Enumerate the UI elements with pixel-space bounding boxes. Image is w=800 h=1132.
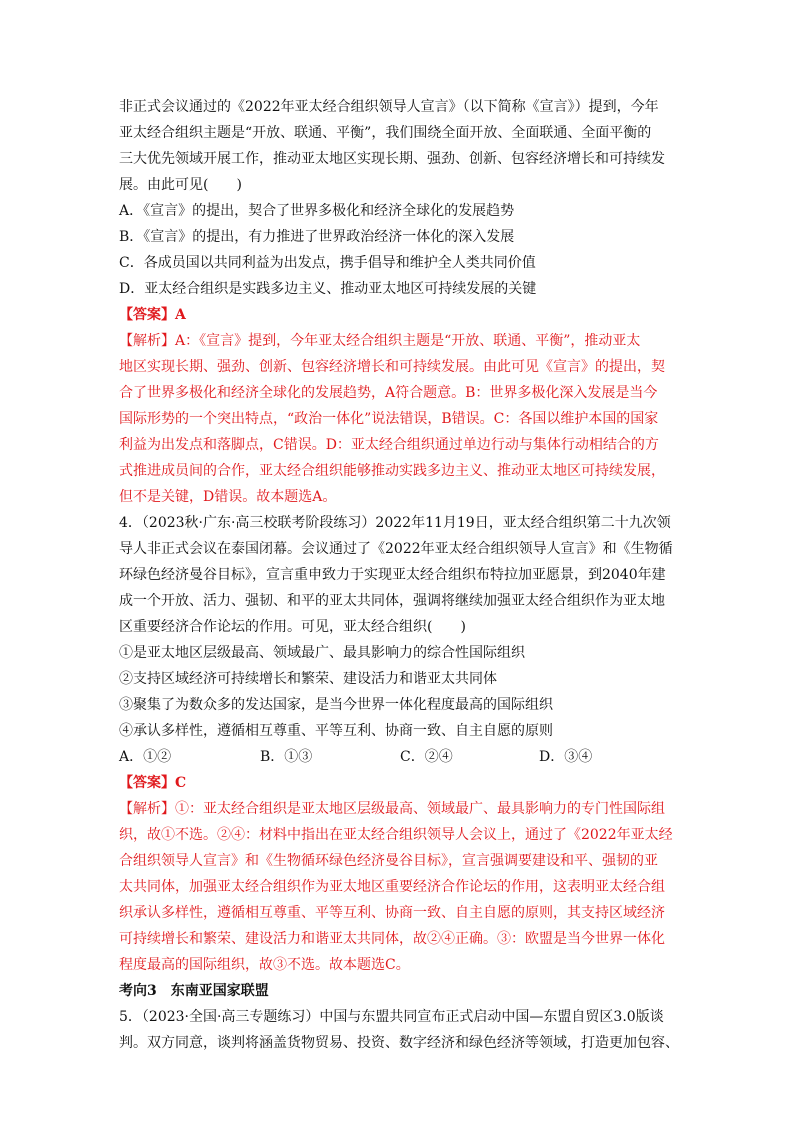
q3-analysis-line: 地区实现长期、强劲、创新、包容经济增长和可持续发展。由此可见《宣言》的提出，契: [119, 359, 665, 375]
q3-stem-line: 展。由此可见( ): [119, 177, 242, 193]
q4-analysis-line: 合组织领导人宣言》和《生物循环绿色经济曼谷目标》，宣言强调要建设和平、强韧的亚: [119, 853, 658, 869]
q3-stem-line: 非正式会议通过的《2022年亚太经合组织领导人宣言》（以下简称《宣言》）提到，今年: [119, 99, 659, 115]
q4-stem-line: 环绿色经济曼谷目标》，宣言重申致力于实现亚太经合组织布特拉加亚愿景，到2040年建: [119, 567, 666, 583]
q4-choice-b: B．①③: [260, 749, 313, 765]
q4-analysis-line: 织承认多样性，遵循相互尊重、平等互利、协商一致、自主自愿的原则，其支持区域经济: [119, 905, 665, 921]
q4-stem-line: 导人非正式会议在泰国闭幕。会议通过了《2022年亚太经合组织领导人宣言》和《生物循: [119, 541, 673, 557]
q5-stem-line: 5．（2023·全国·高三专题练习）中国与东盟共同宣布正式启动中国—东盟自贸区3.0版谈: [119, 1009, 664, 1025]
q3-analysis-line: 合了世界多极化和经济全球化的发展趋势，A符合题意。B：世界多极化深入发展是当今: [119, 385, 658, 401]
section-heading: 考向3 东南亚国家联盟: [119, 983, 269, 999]
q4-statement-2: ②支持区域经济可持续增长和繁荣、建设活力和谐亚太共同体: [119, 671, 497, 687]
q4-statement-1: ①是亚太地区层级最高、领域最广、最具影响力的综合性国际组织: [119, 645, 525, 661]
q4-analysis-line: 可持续增长和繁荣、建设活力和谐亚太共同体，故②④正确。③：欧盟是当今世界一体化: [119, 931, 665, 947]
q3-analysis-line: 但不是关键，D错误。故本题选A。: [119, 489, 337, 505]
q3-analysis-line: 国际形势的一个突出特点，“政治一体化”说法错误，B错误。C：各国以维护本国的国家: [119, 411, 659, 427]
q3-analysis-line: 利益为出发点和落脚点，C错误。D：亚太经合组织通过单边行动与集体行动相结合的方: [119, 437, 659, 453]
q3-analysis-line: 式推进成员间的合作，亚太经合组织能够推动实践多边主义、推动亚太地区可持续发展，: [119, 463, 665, 479]
q4-analysis-line: 程度最高的国际组织，故③不选。故本题选C。: [119, 957, 410, 973]
q4-analysis-line: 织，故①不选。②④：材料中指出在亚太经合组织领导人会议上，通过了《2022年亚太经: [119, 827, 673, 843]
q3-stem-line: 亚太经合组织主题是“开放、联通、平衡”，我们围绕全面开放、全面联通、全面平衡的: [119, 125, 652, 141]
q4-choice-a: A．①②: [119, 749, 172, 765]
q4-stem-line: 区重要经济合作论坛的作用。可见，亚太经合组织( ): [119, 619, 466, 635]
q4-answer: 【答案】C: [119, 775, 187, 791]
q3-stem-line: 三大优先领域开展工作，推动亚太地区实现长期、强劲、创新、包容经济增长和可持续发: [119, 151, 665, 167]
q4-stem-line: 成一个开放、活力、强韧、和平的亚太共同体，强调将继续加强亚太经合组织作为亚太地: [119, 593, 665, 609]
q4-choice-c: C．②④: [400, 749, 453, 765]
q4-choice-d: D．③④: [539, 749, 593, 765]
q3-option-b: B．《宣言》的提出，有力推进了世界政治经济一体化的深入发展: [119, 229, 515, 245]
q3-answer: 【答案】A: [119, 307, 186, 323]
q3-option-a: A．《宣言》的提出，契合了世界多极化和经济全球化的发展趋势: [119, 203, 515, 219]
q4-analysis-line: 【解析】①：亚太经合组织是亚太地区层级最高、领域最广、最具影响力的专门性国际组: [119, 801, 665, 817]
q3-analysis-line: 【解析】A：《宣言》提到，今年亚太经合组织主题是“开放、联通、平衡”，推动亚太: [119, 333, 641, 349]
q4-statement-3: ③聚集了为数众多的发达国家，是当今世界一体化程度最高的国际组织: [119, 697, 553, 713]
q3-option-d: D．亚太经合组织是实践多边主义、推动亚太地区可持续发展的关键: [119, 281, 537, 297]
q4-analysis-line: 太共同体，加强亚太经合组织作为亚太地区重要经济合作论坛的作用，这表明亚太经合组: [119, 879, 665, 895]
q4-stem-line: 4．（2023秋·广东·高三校联考阶段练习）2022年11月19日，亚太经合组织第二十九次领: [119, 515, 671, 531]
q3-option-c: C．各成员国以共同利益为出发点，携手倡导和维护全人类共同价值: [119, 255, 536, 271]
q5-stem-line: 判。双方同意，谈判将涵盖货物贸易、投资、数字经济和绿色经济等领域，打造更加包容、: [119, 1035, 679, 1051]
q4-statement-4: ④承认多样性，遵循相互尊重、平等互利、协商一致、自主自愿的原则: [119, 723, 553, 739]
